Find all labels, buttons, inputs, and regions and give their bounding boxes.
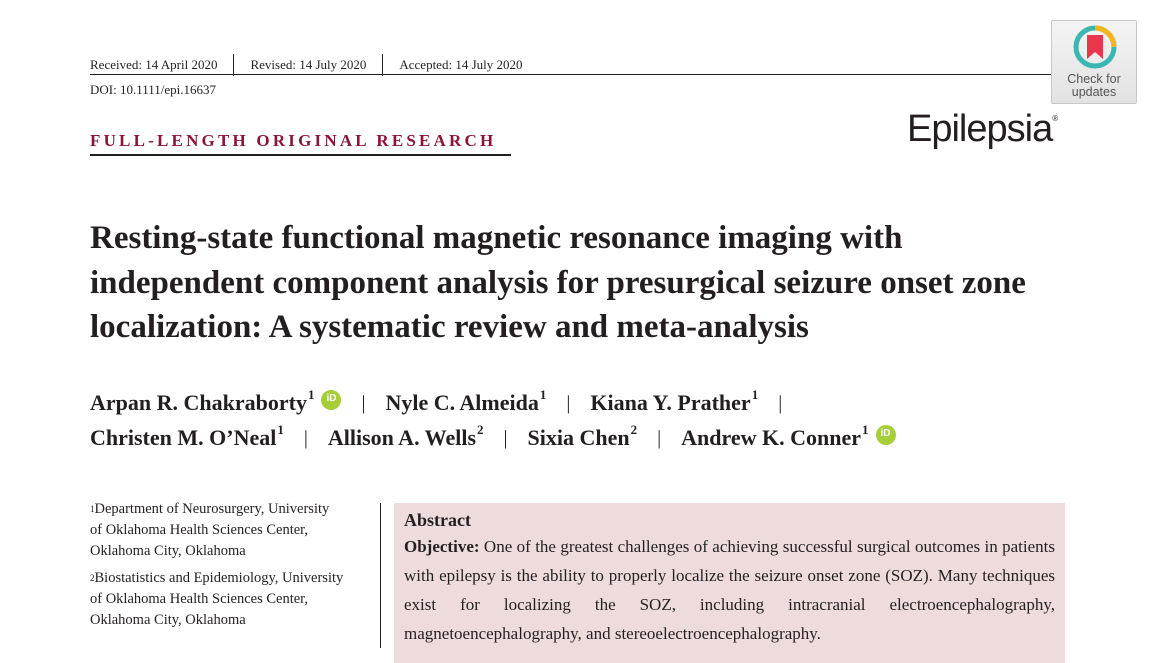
affiliation-marker: 1 — [277, 422, 284, 437]
affiliation-marker: 1 — [307, 387, 315, 402]
header-rule — [90, 74, 1062, 75]
article-dates — [90, 54, 523, 76]
affiliation-line: of Oklahoma Health Sciences Center, — [90, 591, 309, 607]
journal-name: Epilepsia — [907, 108, 1053, 150]
author-name[interactable]: Andrew K. Conner — [681, 425, 862, 450]
author-name[interactable]: Arpan R. Chakraborty — [90, 390, 307, 415]
affiliation-2 — [90, 568, 370, 631]
affiliation-line: of Oklahoma Health Sciences Center, — [90, 522, 309, 538]
author-line-2 — [90, 422, 896, 451]
abstract-heading: Abstract — [404, 510, 471, 530]
section-underline — [90, 154, 511, 156]
affiliation-1 — [90, 499, 370, 562]
accepted-date: Accepted: 14 July 2020 — [399, 57, 523, 72]
author-name[interactable]: Christen M. O’Neal — [90, 425, 277, 450]
author-name[interactable]: Nyle C. Almeida — [385, 390, 539, 415]
affiliation-line: Department of Neurosurgery, University — [94, 501, 330, 517]
affiliation-marker: 1 — [862, 422, 869, 437]
author-separator: | — [503, 426, 508, 449]
author-separator: | — [303, 426, 308, 449]
author-name[interactable]: Allison A. Wells — [327, 425, 477, 450]
author-separator: | — [361, 391, 366, 414]
affiliation-line: Oklahoma City, Oklahoma — [90, 543, 246, 559]
affiliation-line: Biostatistics and Epidemiology, University — [94, 570, 344, 586]
column-divider — [380, 503, 381, 648]
article-title: Resting-state functional magnetic resonance imaging with independent component analysis for presurgical seizure onset zone localization: A systematic review and meta-analysis — [90, 220, 1026, 345]
badge-line-2: updates — [1071, 85, 1117, 99]
revised-date: Revised: 14 July 2020 — [250, 57, 367, 72]
doi[interactable]: DOI: 10.1111/epi.16637 — [90, 82, 217, 97]
affiliation-marker: 1 — [539, 387, 547, 402]
orcid-icon[interactable]: iD — [321, 390, 341, 410]
check-for-updates-button[interactable] — [1051, 20, 1137, 104]
author-separator: | — [778, 391, 783, 414]
author-line-1 — [90, 387, 802, 416]
affiliation-marker: 2 — [477, 422, 484, 437]
orcid-icon[interactable]: iD — [876, 425, 896, 445]
received-date: Received: 14 April 2020 — [90, 57, 218, 72]
objective-label: Objective: — [404, 537, 480, 556]
author-separator: | — [657, 426, 662, 449]
date-divider — [382, 54, 383, 76]
author-name[interactable]: Kiana Y. Prather — [590, 390, 751, 415]
badge-line-1: Check for — [1067, 72, 1121, 86]
author-name[interactable]: Sixia Chen — [527, 425, 630, 450]
affiliation-number: 1 — [90, 504, 95, 514]
section-label: FULL-LENGTH ORIGINAL RESEARCH — [90, 131, 497, 150]
registered-mark: ® — [1052, 114, 1059, 123]
affiliation-number: 2 — [90, 573, 95, 583]
abstract-body — [404, 532, 1055, 648]
author-separator: | — [566, 391, 571, 414]
abstract-box — [394, 503, 1065, 663]
date-divider — [233, 54, 234, 76]
journal-logo — [907, 108, 1058, 151]
affiliation-line: Oklahoma City, Oklahoma — [90, 612, 246, 628]
objective-text: One of the greatest challenges of achieving successful surgical outcomes in patients with epilepsy is the ability to properly localize the seizure onset zone (SOZ). Many techniques exist for localizing the SOZ, including intracranial electroencephalography, magnetoencephalography, and stereoelectroencephalography. — [404, 537, 1055, 643]
bookmark-icon — [1073, 25, 1117, 69]
affiliation-marker: 2 — [630, 422, 638, 437]
affiliation-marker: 1 — [751, 387, 759, 402]
